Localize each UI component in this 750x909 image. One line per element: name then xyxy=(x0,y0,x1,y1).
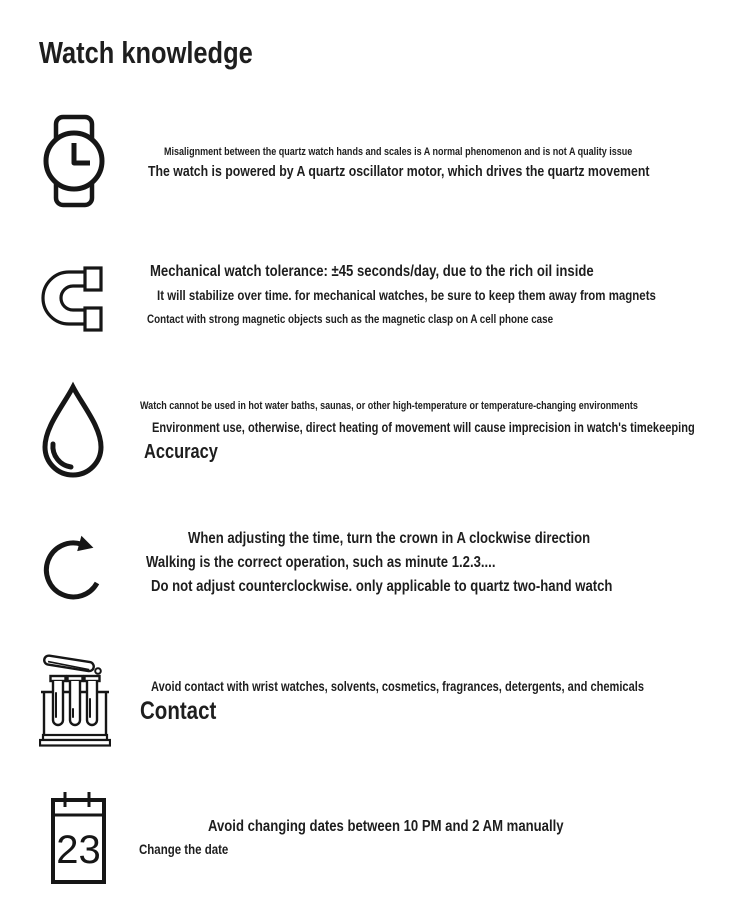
magnet-icon xyxy=(41,266,105,336)
section-date-text: Change the date xyxy=(139,841,229,857)
calendar-icon xyxy=(40,789,106,884)
section-quartz-text: The watch is powered by A quartz oscillator motor, which drives the quartz movement xyxy=(148,163,650,180)
section-accuracy-text: Environment use, otherwise, direct heating of movement will cause imprecision in watch's timekeeping xyxy=(152,420,695,435)
test-tubes-icon xyxy=(39,647,111,747)
clockwise-rotation-icon xyxy=(41,525,107,609)
section-accuracy-heading: Accuracy xyxy=(144,441,218,463)
section-quartz-note: Misalignment between the quartz watch hands and scales is A normal phenomenon and is not A quality issue xyxy=(164,146,633,158)
section-accuracy-note: Watch cannot be used in hot water baths, saunas, or other high-temperature or temperature-changing environments xyxy=(140,400,638,412)
section-contact-text: Avoid contact with wrist watches, solvents, cosmetics, fragrances, detergents, and chemicals xyxy=(151,679,644,694)
section-crown-note: Do not adjust counterclockwise. only applicable to quartz two-hand watch xyxy=(151,578,613,595)
section-crown-text: Walking is the correct operation, such as minute 1.2.3.... xyxy=(146,554,496,571)
water-drop-icon xyxy=(38,381,108,481)
section-magnet-note: Contact with strong magnetic objects such as the magnetic clasp on A cell phone case xyxy=(147,312,554,326)
section-contact-heading: Contact xyxy=(140,697,217,725)
section-magnet-headline: Mechanical watch tolerance: ±45 seconds/day, due to the rich oil inside xyxy=(150,263,594,280)
section-crown-headline: When adjusting the time, turn the crown in A clockwise direction xyxy=(188,530,591,547)
page-title: Watch knowledge xyxy=(39,35,253,70)
watch-icon xyxy=(41,112,107,210)
section-magnet-text: It will stabilize over time. for mechanical watches, be sure to keep them away from magnets xyxy=(157,287,656,303)
section-date-headline: Avoid changing dates between 10 PM and 2 AM manually xyxy=(208,818,564,835)
calendar-day-number: 23 xyxy=(56,828,101,872)
